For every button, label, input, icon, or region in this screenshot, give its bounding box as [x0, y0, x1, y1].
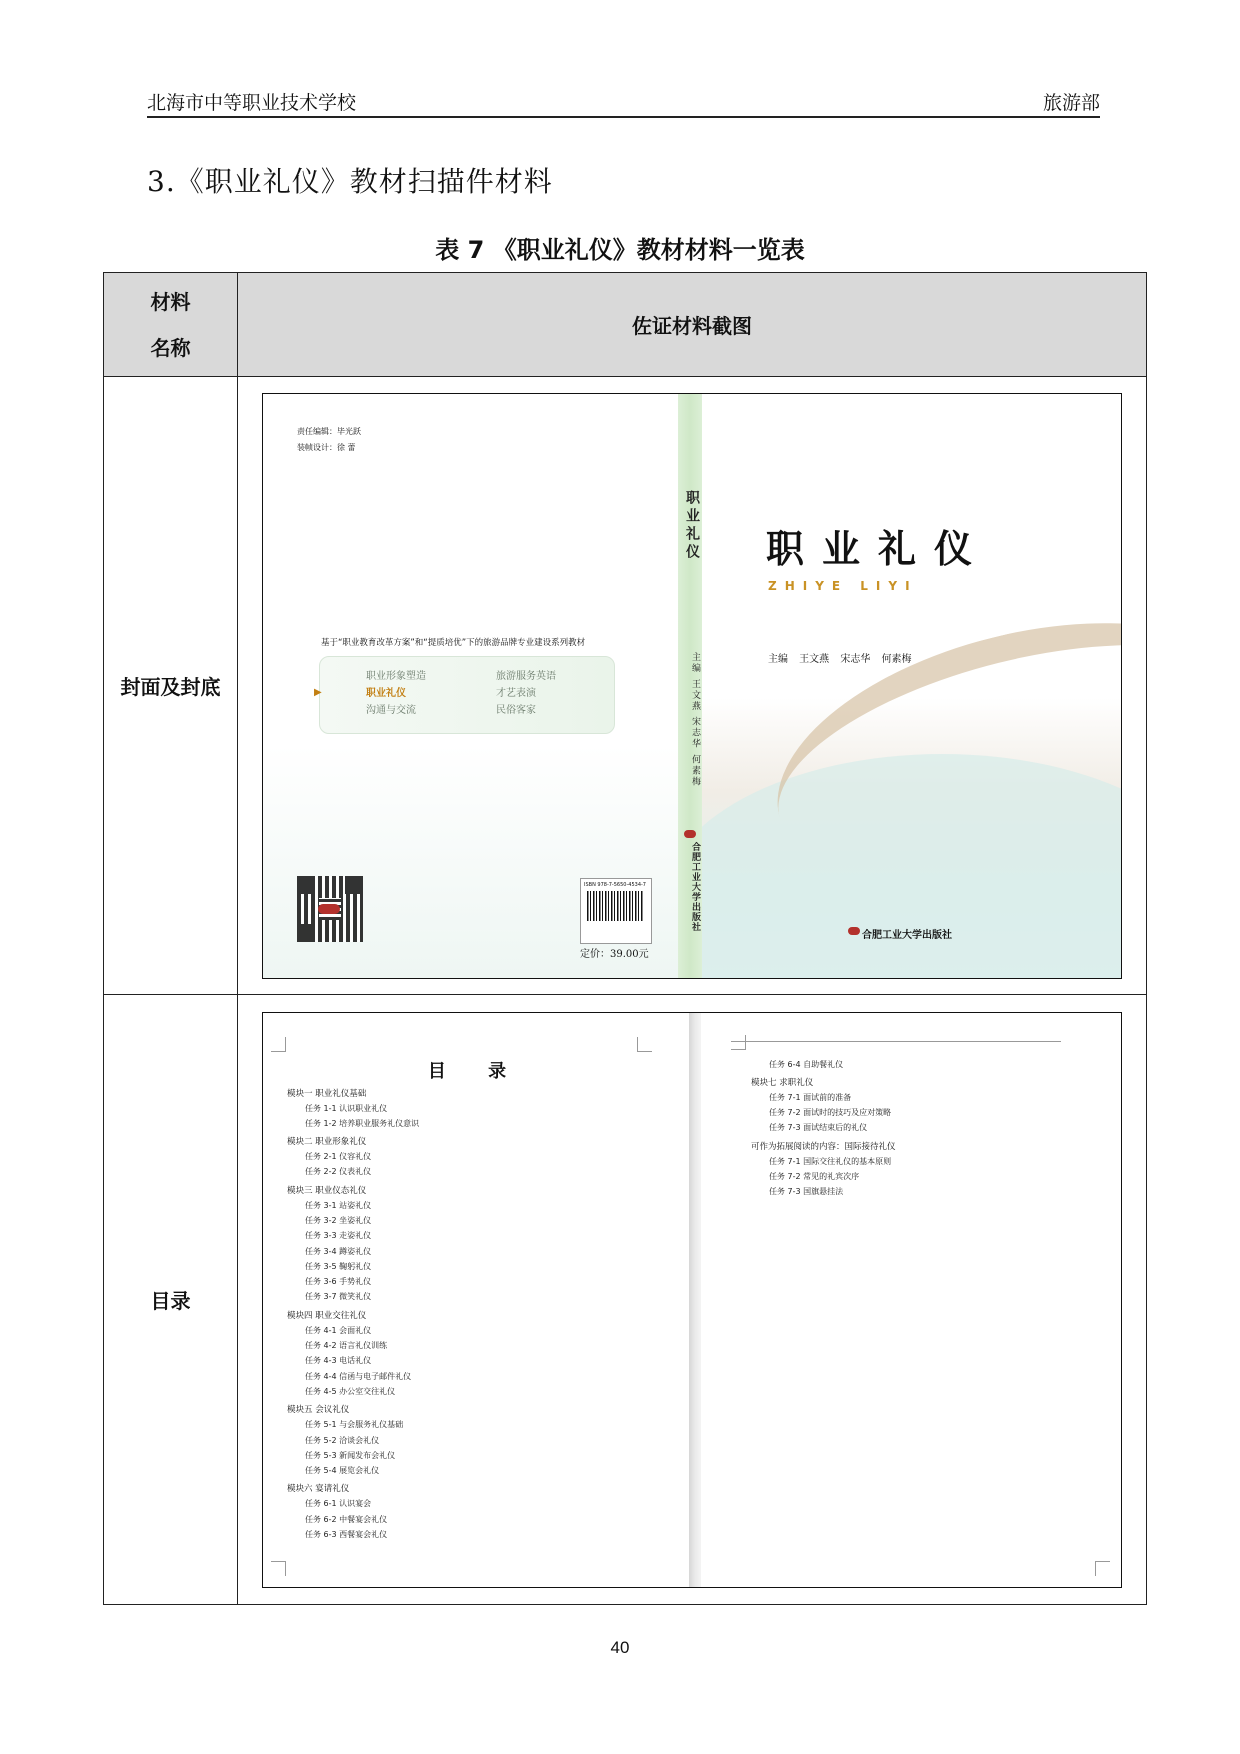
header-line-2: 名称	[150, 335, 191, 360]
toc-task: 任务 3-6 手势礼仪	[305, 1277, 372, 1287]
toc-scan	[262, 1012, 1122, 1588]
book-authors: 主编 王文燕 宋志华 何素梅	[768, 653, 912, 665]
publisher-logo-icon	[318, 904, 340, 914]
spine-authors: 主编 王文燕 宋志华 何素梅	[690, 651, 700, 788]
toc-module: 模块四 职业交往礼仪	[287, 1310, 367, 1321]
series-book: 民俗客家	[496, 704, 536, 716]
cover-scan	[262, 393, 1122, 979]
toc-task: 任务 7-3 国旗悬挂法	[769, 1187, 844, 1197]
toc-task: 任务 5-4 展览会礼仪	[305, 1466, 380, 1476]
table-row	[104, 995, 1147, 1605]
toc-module: 模块二 职业形象礼仪	[287, 1137, 367, 1148]
toc-right-page	[701, 1013, 1121, 1587]
toc-task: 任务 6-2 中餐宴会礼仪	[305, 1514, 388, 1524]
row-label-cover: 封面及封底	[104, 377, 238, 995]
toc-task: 任务 4-1 会面礼仪	[305, 1325, 372, 1335]
toc-task: 任务 6-1 认识宴会	[305, 1499, 372, 1509]
table-caption: 表 7 《职业礼仪》教材材料一览表	[435, 236, 805, 264]
crop-mark	[731, 1041, 1061, 1042]
toc-task: 任务 3-7 微笑礼仪	[305, 1292, 372, 1302]
toc-left-page	[263, 1013, 689, 1587]
spine-publisher: 合肥工业大学出版社	[690, 841, 700, 932]
series-book-current: 职业礼仪	[366, 687, 406, 699]
isbn-number: ISBN 978-7-5650-4534-7	[584, 881, 646, 888]
series-book: 沟通与交流	[366, 704, 416, 716]
toc-module: 模块三 职业仪态礼仪	[287, 1185, 367, 1196]
department-name: 旅游部	[1042, 92, 1100, 114]
publisher-logo-icon	[848, 927, 860, 935]
section-title: 3.《职业礼仪》教材扫描件材料	[147, 165, 553, 198]
toc-task: 任务 3-3 走姿礼仪	[305, 1231, 372, 1241]
toc-task: 任务 3-2 坐姿礼仪	[305, 1215, 372, 1225]
toc-task: 任务 3-4 蹲姿礼仪	[305, 1246, 372, 1256]
crop-mark	[731, 1035, 746, 1050]
toc-module: 模块五 会议礼仪	[287, 1405, 350, 1416]
toc-cell	[238, 995, 1147, 1605]
publisher-logo-icon	[684, 830, 696, 838]
toc-task: 任务 7-1 面试前的准备	[769, 1092, 852, 1102]
designer-line: 装帧设计：徐 蕾	[297, 442, 356, 452]
crop-mark	[271, 1037, 286, 1052]
toc-task: 任务 4-2 语言礼仪训练	[305, 1341, 388, 1351]
toc-task: 任务 7-3 面试结束后的礼仪	[769, 1123, 868, 1133]
table-row	[104, 377, 1147, 995]
toc-task: 任务 6-3 西餐宴会礼仪	[305, 1530, 388, 1540]
cover-cell	[238, 377, 1147, 995]
toc-task: 任务 3-5 鞠躬礼仪	[305, 1261, 372, 1271]
toc-task: 任务 1-1 认识职业礼仪	[305, 1103, 388, 1113]
triangle-marker-icon: ▶	[314, 686, 322, 698]
book-title-pinyin: ZHIYE LIYI	[768, 578, 918, 593]
toc-task: 任务 5-1 与会服务礼仪基础	[305, 1420, 404, 1430]
toc-task: 任务 4-4 信函与电子邮件礼仪	[305, 1371, 412, 1381]
toc-task: 任务 2-1 仪容礼仪	[305, 1152, 372, 1162]
toc-task: 任务 5-2 洽谈会礼仪	[305, 1435, 380, 1445]
toc-task: 任务 5-3 新闻发布会礼仪	[305, 1450, 396, 1460]
toc-module: 模块七 求职礼仪	[751, 1077, 814, 1088]
editor-credits	[297, 424, 361, 456]
barcode	[580, 878, 652, 944]
table-header-row	[104, 273, 1147, 377]
book-publisher: 合肥工业大学出版社	[862, 929, 952, 941]
toc-task: 任务 2-2 仪表礼仪	[305, 1167, 372, 1177]
price: 定价：39.00元	[580, 948, 649, 960]
page-number: 40	[610, 1638, 630, 1657]
toc-module: 可作为拓展阅读的内容：国际接待礼仪	[751, 1141, 896, 1152]
toc-task: 任务 4-3 电话礼仪	[305, 1356, 372, 1366]
toc-task: 任务 7-2 面试时的技巧及应对策略	[769, 1108, 892, 1118]
page-header	[147, 88, 1100, 118]
book-spine	[678, 394, 702, 978]
toc-module: 模块六 宴请礼仪	[287, 1484, 350, 1495]
book-title: 职业礼仪	[766, 526, 991, 571]
toc-task: 任务 7-2 常见的礼宾次序	[769, 1171, 860, 1181]
crop-mark	[637, 1037, 652, 1052]
toc-task: 任务 3-1 站姿礼仪	[305, 1200, 372, 1210]
barcode-icon	[587, 891, 643, 921]
series-book: 职业形象塑造	[366, 670, 426, 682]
toc-module: 模块一 职业礼仪基础	[287, 1088, 367, 1099]
row-label-toc: 目录	[104, 995, 238, 1605]
evidence-header: 佐证材料截图	[238, 273, 1147, 377]
header-line-1: 材料	[150, 289, 191, 314]
crop-mark	[271, 1561, 286, 1576]
school-name: 北海市中等职业技术学校	[147, 92, 357, 114]
toc-list-left	[287, 1088, 419, 1543]
toc-task: 任务 6-4 自助餐礼仪	[769, 1059, 844, 1069]
material-name-header	[104, 273, 238, 377]
page-gutter	[689, 1013, 701, 1587]
series-box	[319, 656, 615, 734]
toc-task: 任务 4-5 办公室交往礼仪	[305, 1386, 396, 1396]
toc-list-right	[751, 1057, 896, 1200]
materials-table	[103, 272, 1147, 1605]
front-cover	[702, 394, 1121, 978]
series-book: 才艺表演	[496, 687, 536, 699]
toc-task: 任务 1-2 培养职业服务礼仪意识	[305, 1118, 420, 1128]
toc-title: 目 录	[427, 1060, 525, 1082]
back-cover	[263, 394, 678, 978]
series-text: 基于“职业教育改革方案”和“提质培优”下的旅游品牌专业建设系列教材	[321, 637, 586, 648]
spine-title: 职业礼仪	[684, 489, 700, 562]
editor-line: 责任编辑：毕光跃	[297, 426, 361, 436]
toc-task: 任务 7-1 国际交往礼仪的基本原则	[769, 1156, 892, 1166]
series-book: 旅游服务英语	[496, 670, 556, 682]
crop-mark	[1095, 1561, 1110, 1576]
